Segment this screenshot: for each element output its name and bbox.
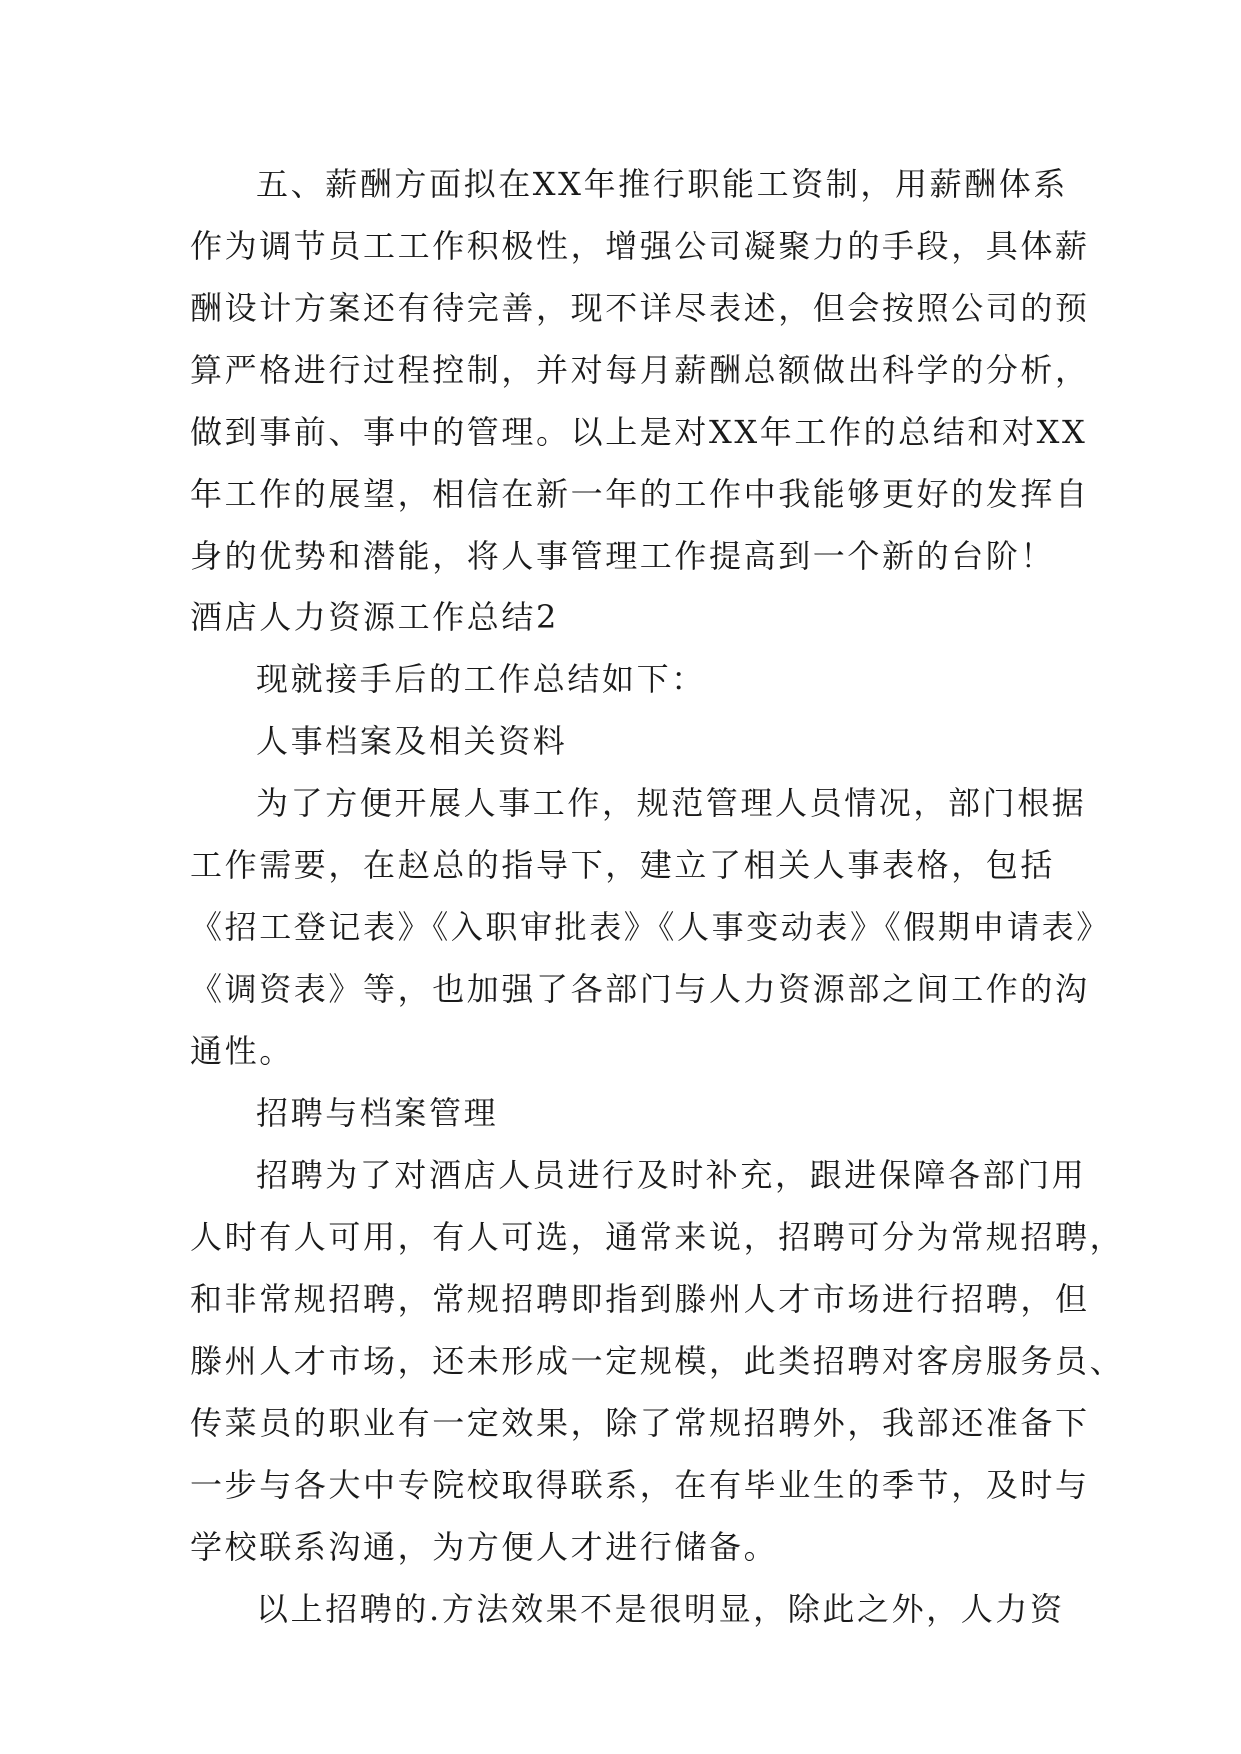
paragraph-line: 五、薪酬方面拟在XX年推行职能工资制，用薪酬体系 xyxy=(256,165,1068,203)
paragraph-line: 酬设计方案还有待完善，现不详尽表述，但会按照公司的预 xyxy=(190,289,1090,327)
paragraph-line: 身的优势和潜能，将人事管理工作提高到一个新的台阶！ xyxy=(190,537,1056,575)
paragraph-line: 滕州人才市场，还未形成一定规模，此类招聘对客房服务员、 xyxy=(190,1342,1125,1380)
paragraph-line: 作为调节员工工作积极性，增强公司凝聚力的手段，具体薪 xyxy=(190,227,1090,265)
paragraph-line: 以上招聘的.方法效果不是很明显，除此之外，人力资 xyxy=(256,1590,1065,1628)
paragraph-line: 一步与各大中专院校取得联系，在有毕业生的季节，及时与 xyxy=(190,1466,1090,1504)
subheading: 人事档案及相关资料 xyxy=(256,722,568,760)
paragraph-line: 招聘为了对酒店人员进行及时补充，跟进保障各部门用 xyxy=(256,1156,1087,1194)
paragraph-line: 《招工登记表》《入职审批表》《人事变动表》《假期申请表》 xyxy=(190,908,1111,946)
paragraph-line: 《调资表》等，也加强了各部门与人力资源部之间工作的沟 xyxy=(190,970,1090,1008)
paragraph-line: 算严格进行过程控制，并对每月薪酬总额做出科学的分析， xyxy=(190,351,1090,389)
subheading: 招聘与档案管理 xyxy=(256,1094,499,1132)
paragraph-line: 现就接手后的工作总结如下： xyxy=(256,660,706,698)
paragraph-line: 年工作的展望，相信在新一年的工作中我能够更好的发挥自 xyxy=(190,475,1090,513)
paragraph-line: 传菜员的职业有一定效果，除了常规招聘外，我部还准备下 xyxy=(190,1404,1090,1442)
paragraph-line: 人时有人可用，有人可选，通常来说，招聘可分为常规招聘， xyxy=(190,1218,1125,1256)
paragraph-line: 做到事前、事中的管理。以上是对XX年工作的总结和对XX xyxy=(190,413,1088,451)
paragraph-line: 和非常规招聘，常规招聘即指到滕州人才市场进行招聘，但 xyxy=(190,1280,1090,1318)
paragraph-line: 为了方便开展人事工作，规范管理人员情况，部门根据 xyxy=(256,784,1087,822)
paragraph-line: 通性。 xyxy=(190,1032,294,1070)
paragraph-line: 工作需要，在赵总的指导下，建立了相关人事表格，包括 xyxy=(190,846,1056,884)
paragraph-line: 学校联系沟通，为方便人才进行储备。 xyxy=(190,1528,779,1566)
section-title: 酒店人力资源工作总结2 xyxy=(190,598,559,636)
